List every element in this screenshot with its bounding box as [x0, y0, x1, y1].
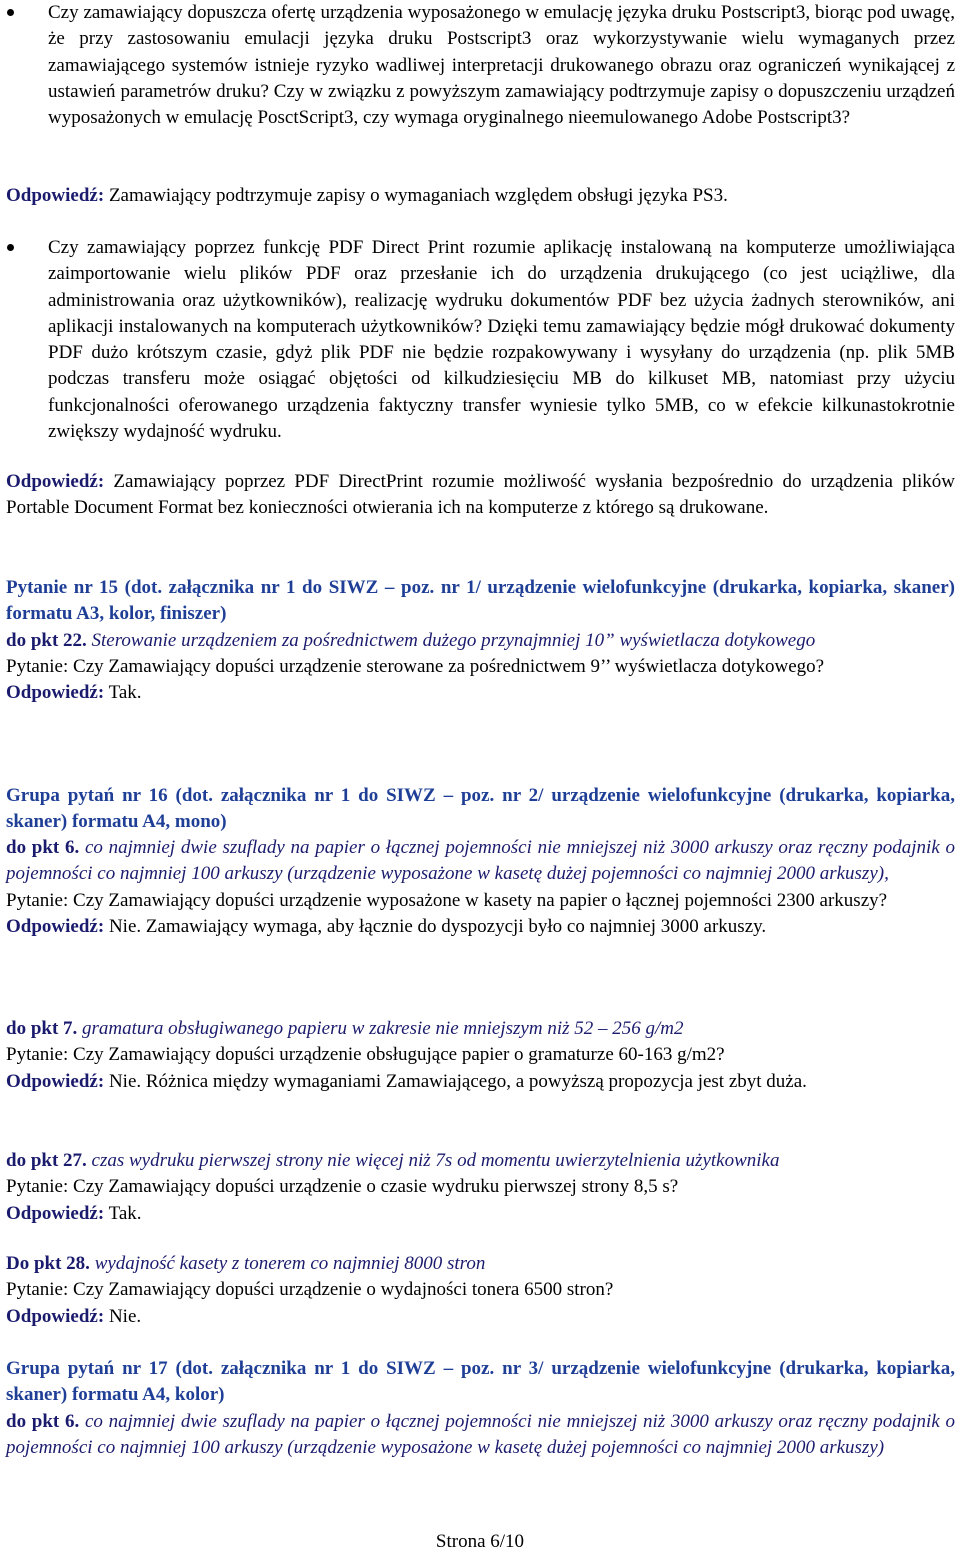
pkt-text: gramatura obsługiwanego papieru w zakresie nie mniejszym niż 52 – 256 g/m2	[77, 1018, 684, 1039]
question-text: Pytanie: Czy Zamawiający dopuści urządzenie sterowane za pośrednictwem 9’’ wyświetlacza dotykowego?	[6, 655, 825, 677]
answer-text: Tak.	[104, 1202, 142, 1224]
pkt-text: co najmniej dwie szuflady na papier o łącznej pojemności nie mniejszej niż 3000 arkuszy oraz ręczny podajnik o pojemności co najmniej 100 arkuszy (urządzenie wyposażone w kasetę dużej pojemności co najmniej 2000 arkuszy)	[6, 1410, 956, 1458]
pkt-text: co najmniej dwie szuflady na papier o łącznej pojemności nie mniejszej niż 3000 arkuszy oraz ręczny podajnik o pojemności co najmniej 100 arkuszy (urządzenie wyposażone w kasetę dużej pojemności co najmniej 2000 arkuszy),	[6, 837, 956, 885]
group16-item-pkt28	[6, 1251, 955, 1330]
question-text: Pytanie: Czy Zamawiający dopuści urządzenie obsługujące papier o gramaturze 60-163 g/m2?	[6, 1044, 725, 1066]
bullet-item-pdf-direct-print	[0, 235, 955, 445]
bullet-item-postscript	[0, 0, 955, 131]
section-title: Grupa pytań nr 16 (dot. załącznika nr 1 do SIWZ – poz. nr 2/ urządzenie wielofunkcyjne (drukarka, kopiarka, skaner) formatu A4, mono)	[6, 785, 955, 833]
pkt-label: do pkt 22.	[6, 629, 87, 651]
answer-text: Nie. Zamawiający wymaga, aby łącznie do dyspozycji było co najmniej 3000 arkuszy.	[104, 915, 767, 937]
answer-label: Odpowiedź:	[6, 1070, 105, 1092]
answer-text: Tak.	[104, 682, 142, 704]
pkt-label: do pkt 6.	[6, 837, 80, 858]
answer-label: Odpowiedź:	[6, 471, 105, 492]
section-group-16	[6, 783, 955, 836]
pkt-label: Do pkt 28.	[6, 1253, 90, 1274]
pkt-label: do pkt 6.	[6, 1410, 80, 1432]
section-title: Grupa pytań nr 17 (dot. załącznika nr 1 do SIWZ – poz. nr 3/ urządzenie wielofunkcyjne (drukarka, kopiarka, skaner) formatu A4, kolor)	[6, 1358, 955, 1406]
answer-text: Nie.	[104, 1305, 142, 1327]
group16-item-pkt27	[6, 1148, 955, 1227]
answer-text: Zamawiający poprzez PDF DirectPrint rozumie możliwość wysłania bezpośrednio do urządzenia plików Portable Document Format bez konieczności otwierania ich na komputerze z którego są drukowane.	[6, 471, 955, 519]
page-number: Strona 6/10	[435, 1531, 525, 1552]
pkt-text: Sterowanie urządzeniem za pośrednictwem dużego przynajmniej 10” wyświetlacza dotykowego	[86, 629, 816, 651]
answer-label: Odpowiedź:	[6, 185, 105, 206]
question-text: Pytanie: Czy Zamawiający dopuści urządzenie wyposażone w kasety na papier o łącznej pojemności 2300 arkuszy?	[6, 889, 888, 911]
pkt-label: do pkt 27.	[6, 1150, 87, 1171]
answer-label: Odpowiedź:	[6, 915, 105, 937]
bullet-icon	[7, 244, 14, 251]
section-title: Pytanie nr 15 (dot. załącznika nr 1 do SIWZ – poz. nr 1/ urządzenie wielofunkcyjne (drukarka, kopiarka, skaner) formatu A3, kolor, finiszer)	[6, 577, 955, 625]
question-text: Czy zamawiający dopuszcza ofertę urządzenia wyposażonego w emulację języka druku Postscript3, biorąc pod uwagę, że przy zastosowaniu emulacji języka druku Postscript3 oraz wykorzystywanie wielu wymaganych przez zamawiającego systemów istnieje ryzyko wadliwej interpretacji drukowanego obrazu oraz ograniczeń wynikającej z ustawień parametrów druku? Czy w związku z powyższym zamawiający podtrzymuje zapisy o dopuszczeniu urządzeń wyposażonych w emulację PosctScript3, czy wymaga oryginalnego nieemulowanego Adobe Postscript3?	[48, 2, 955, 129]
question-text: Pytanie: Czy Zamawiający dopuści urządzenie o wydajności tonera 6500 stron?	[6, 1279, 614, 1301]
answer-text: Nie. Różnica między wymaganiami Zamawiającego, a powyższą propozycja jest zbyt duża.	[104, 1070, 807, 1092]
answer-label: Odpowiedź:	[6, 1202, 105, 1224]
answer-label: Odpowiedź:	[6, 1305, 105, 1327]
pkt-text: czas wydruku pierwszej strony nie więcej niż 7s od momentu uwierzytelnienia użytkownika	[86, 1150, 780, 1171]
group16-item-pkt7	[6, 1016, 955, 1095]
page-footer	[0, 1530, 960, 1554]
question-text: Pytanie: Czy Zamawiający dopuści urządzenie o czasie wydruku pierwszej strony 8,5 s?	[6, 1176, 679, 1198]
answer-label: Odpowiedź:	[6, 682, 105, 704]
pkt-label: do pkt 7.	[6, 1018, 78, 1039]
answer-paragraph	[6, 183, 955, 209]
bullet-icon	[7, 9, 14, 16]
pkt-text: wydajność kasety z tonerem co najmniej 8000 stron	[89, 1253, 486, 1274]
answer-paragraph	[6, 469, 955, 522]
answer-text: Zamawiający podtrzymuje zapisy o wymaganiach względem obsługi języka PS3.	[104, 185, 728, 206]
group16-item-pkt6	[6, 835, 955, 940]
section-question-15	[6, 575, 955, 706]
question-text: Czy zamawiający poprzez funkcję PDF Direct Print rozumie aplikację instalowaną na komputerze umożliwiająca zaimportowanie wielu plików PDF oraz przesłanie ich do urządzenia drukującego (co jest uciążliwe, dla administrowania oraz użytkowników), realizację wydruku dokumentów PDF bez użycia żadnych sterowników, ani aplikacji instalowanych na komputerach użytkowników? Dzięki temu zamawiający będzie mógł drukować dokumenty PDF dużo krótszym czasie, gdyż plik PDF nie będzie rozpakowywany i wysyłany do urządzenia (np. plik 5MB podczas transferu może osiągać objętości od kilkudziesięciu MB do kilkuset MB, natomiast przy użyciu funkcjonalności oferowanego urządzenia faktyczny transfer wyniesie tylko 5MB, co w efekcie kilkunastokrotnie zwiększy wydajność wydruku.	[48, 237, 955, 443]
section-group-17	[6, 1356, 955, 1461]
